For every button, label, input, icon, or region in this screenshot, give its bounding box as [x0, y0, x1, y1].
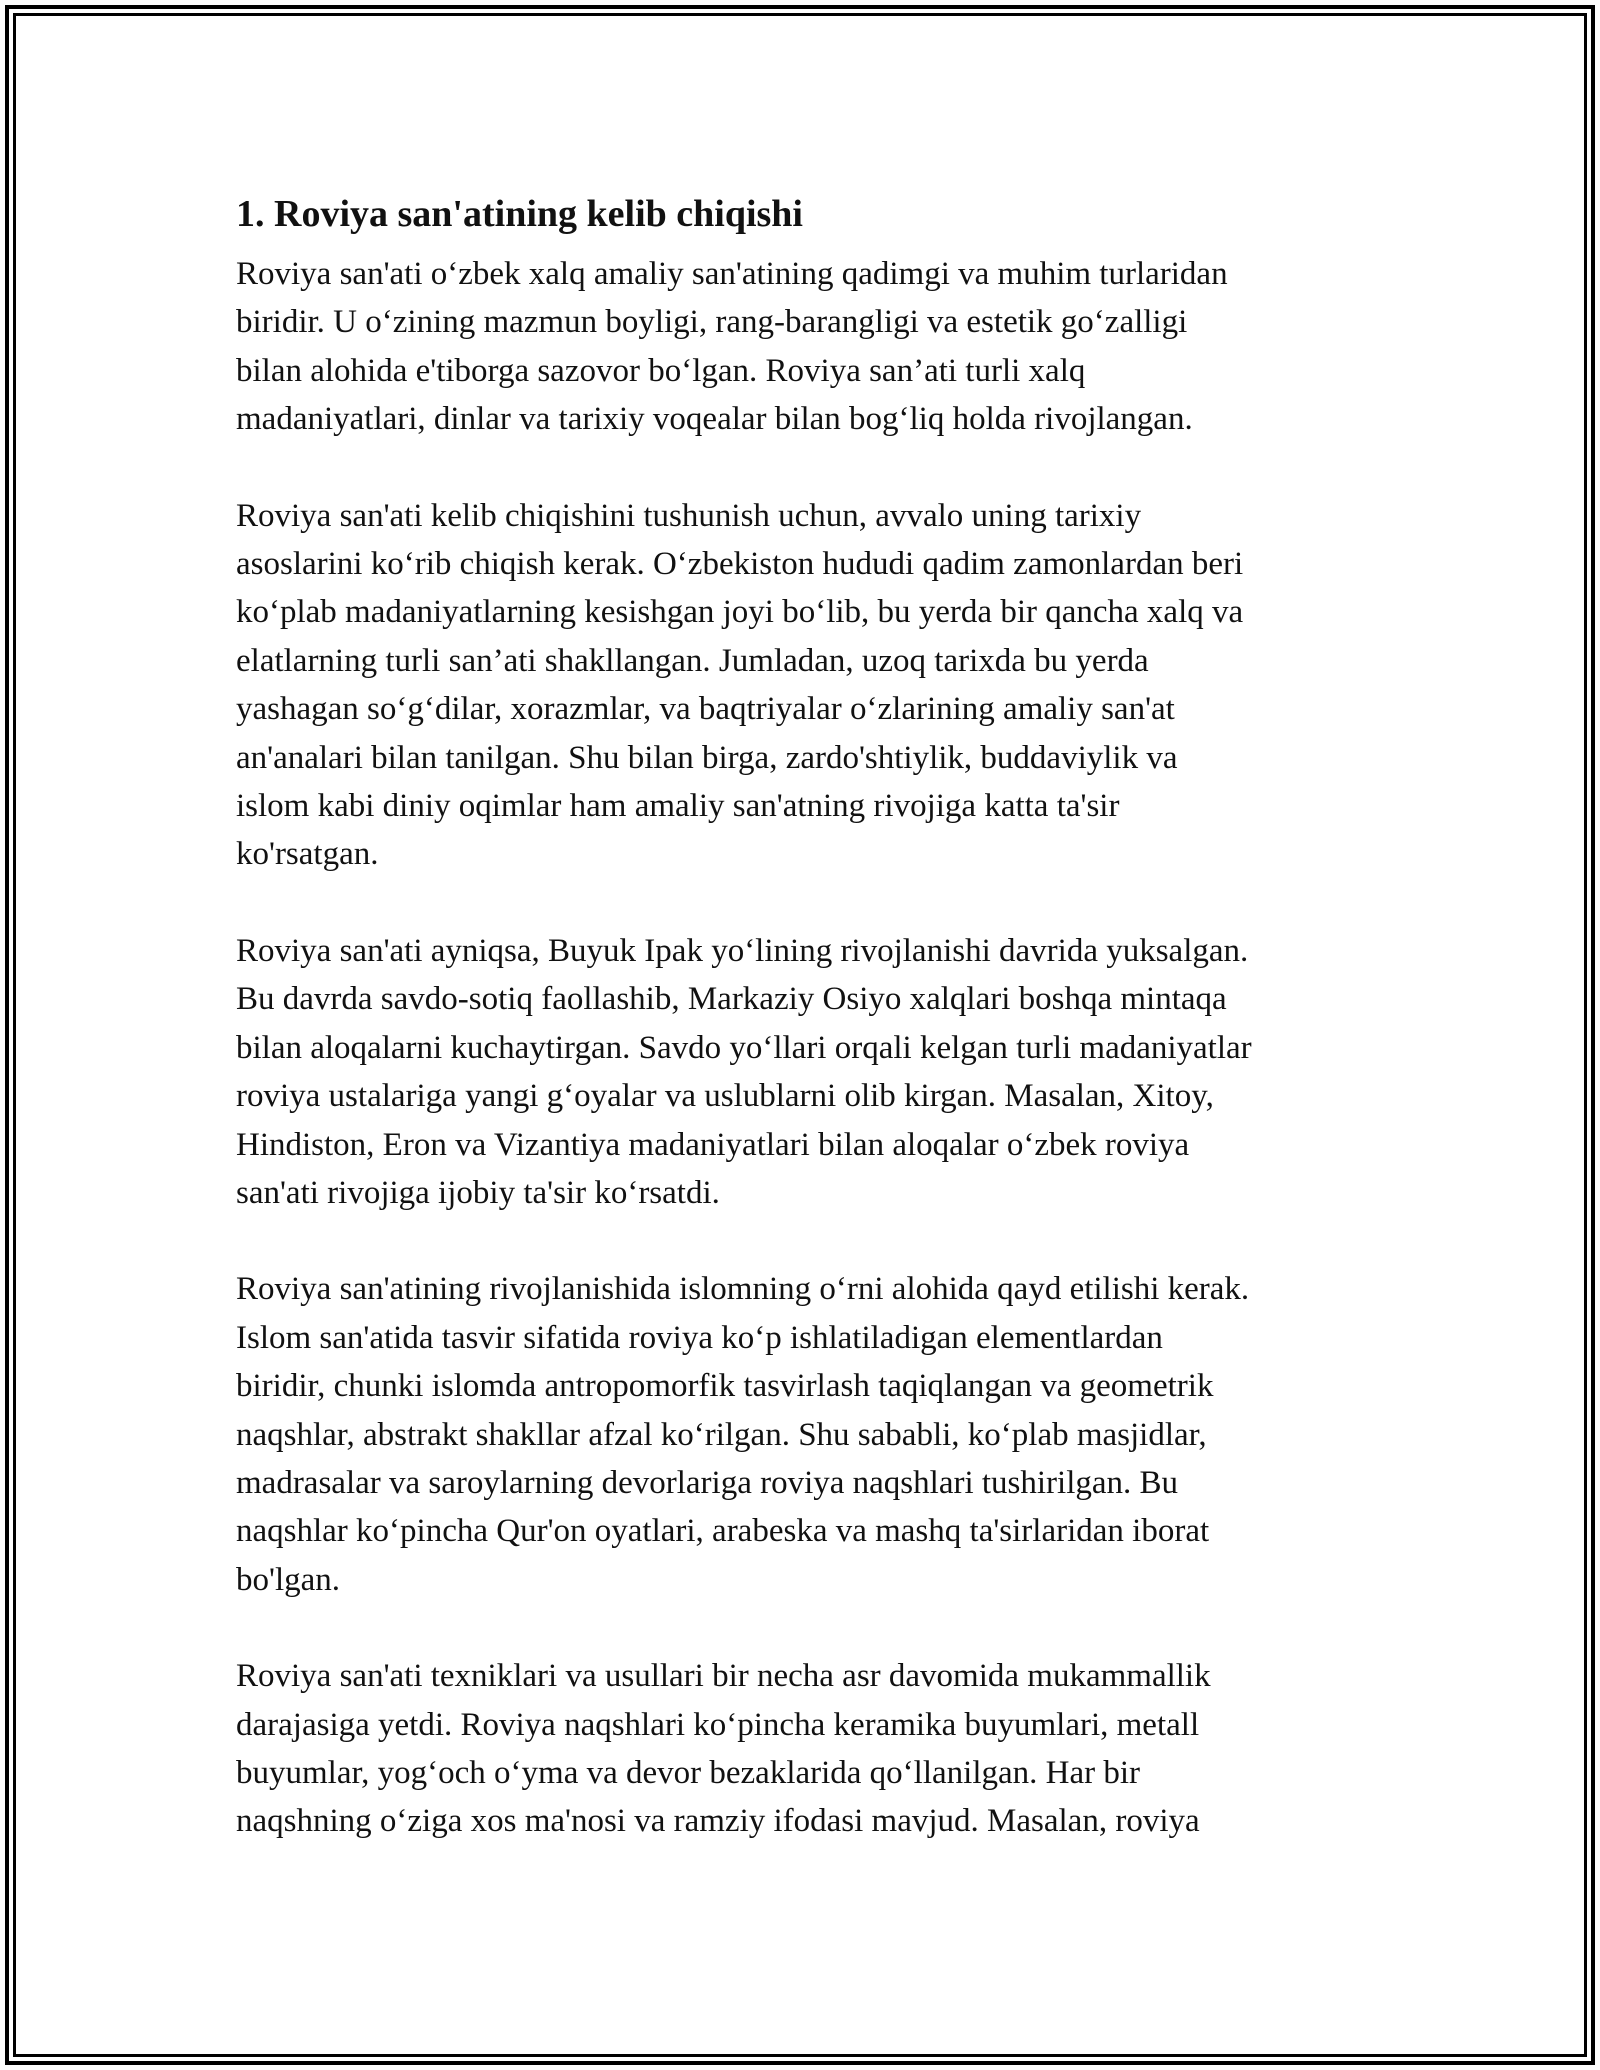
paragraph-line: biridir. U o‘zining mazmun boyligi, rang-barangligi va estetik go‘zalligi	[236, 304, 1188, 341]
paragraph-3	[236, 927, 1376, 1217]
paragraph-line: elatlarning turli san’ati shakllangan. Jumladan, uzoq tarixda bu yerda	[236, 642, 1149, 679]
paragraph-line: Roviya san'ati ayniqsa, Buyuk Ipak yo‘lining rivojlanishi davrida yuksalgan.	[236, 932, 1249, 969]
paragraph-line: bilan aloqalarni kuchaytirgan. Savdo yo‘llari orqali kelgan turli madaniyatlar	[236, 1029, 1252, 1066]
paragraph-line: roviya ustalariga yangi g‘oyalar va uslublarni olib kirgan. Masalan, Xitoy,	[236, 1078, 1214, 1115]
paragraph-line: asoslarini ko‘rib chiqish kerak. O‘zbekiston hududi qadim zamonlardan beri	[236, 546, 1244, 583]
paragraph-line: naqshning o‘ziga xos ma'nosi va ramziy ifodasi mavjud. Masalan, roviya	[236, 1803, 1200, 1840]
document-body	[236, 186, 1376, 1894]
paragraph-1	[236, 250, 1376, 444]
paragraph-line: yashagan so‘g‘dilar, xorazmlar, va baqtriyalar o‘zlarining amaliy san'at	[236, 691, 1175, 728]
paragraph-line: madrasalar va saroylarning devorlariga roviya naqshlari tushirilgan. Bu	[236, 1464, 1179, 1501]
paragraph-line: ko‘plab madaniyatlarning kesishgan joyi bo‘lib, bu yerda bir qancha xalq va	[236, 594, 1244, 631]
paragraph-line: Roviya san'ati kelib chiqishini tushunish uchun, avvalo uning tarixiy	[236, 497, 1142, 534]
paragraph-2	[236, 492, 1376, 879]
paragraph-line: bilan alohida e'tiborga sazovor bo‘lgan. Roviya san’ati turli xalq	[236, 352, 1086, 389]
paragraph-line: bo'lgan.	[236, 1561, 341, 1598]
paragraph-line: ko'rsatgan.	[236, 836, 379, 873]
paragraph-line: Islom san'atida tasvir sifatida roviya ko‘p ishlatiladigan elementlardan	[236, 1319, 1163, 1356]
paragraph-line: naqshlar ko‘pincha Qur'on oyatlari, arabeska va mashq ta'sirlaridan iborat	[236, 1513, 1210, 1550]
paragraph-line: biridir, chunki islomda antropomorfik tasvirlash taqiqlangan va geometrik	[236, 1368, 1214, 1405]
paragraph-4	[236, 1265, 1376, 1604]
paragraph-line: Bu davrda savdo-sotiq faollashib, Markaziy Osiyo xalqlari boshqa mintaqa	[236, 981, 1227, 1018]
paragraph-line: darajasiga yetdi. Roviya naqshlari ko‘pincha keramika buyumlari, metall	[236, 1706, 1200, 1743]
paragraph-line: an'analari bilan tanilgan. Shu bilan birga, zardo'shtiylik, buddaviylik va	[236, 739, 1178, 776]
paragraph-line: Roviya san'ati o‘zbek xalq amaliy san'atining qadimgi va muhim turlaridan	[236, 256, 1228, 292]
paragraph-line: madaniyatlari, dinlar va tarixiy voqealar bilan bog‘liq holda rivojlangan.	[236, 401, 1193, 438]
paragraph-line: islom kabi diniy oqimlar ham amaliy san'atning rivojiga katta ta'sir	[236, 788, 1120, 825]
paragraph-line: san'ati rivojiga ijobiy ta'sir ko‘rsatdi.	[236, 1174, 720, 1211]
paragraph-line: Roviya san'ati texniklari va usullari bir necha asr davomida mukammallik	[236, 1658, 1211, 1695]
paragraph-line: Roviya san'atining rivojlanishida islomning o‘rni alohida qayd etilishi kerak.	[236, 1271, 1250, 1308]
paragraph-line: Hindiston, Eron va Vizantiya madaniyatlari bilan aloqalar o‘zbek roviya	[236, 1126, 1190, 1163]
paragraph-line: buyumlar, yog‘och o‘yma va devor bezaklarida qo‘llanilgan. Har bir	[236, 1754, 1141, 1791]
paragraph-line: naqshlar, abstrakt shakllar afzal ko‘rilgan. Shu sababli, ko‘plab masjidlar,	[236, 1416, 1207, 1453]
section-heading: 1. Roviya san'atining kelib chiqishi	[236, 193, 803, 235]
paragraph-5	[236, 1652, 1376, 1846]
